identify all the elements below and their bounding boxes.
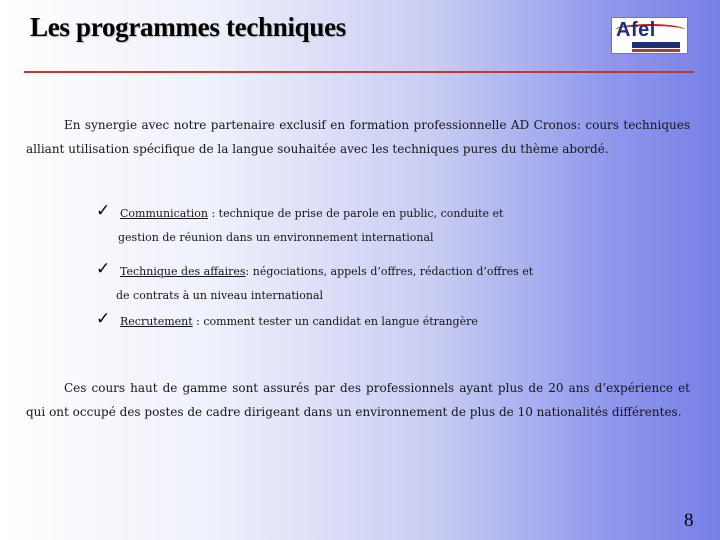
- title-divider: [24, 71, 694, 73]
- bullet-recrutement: [96, 310, 478, 334]
- logo-text: Afel: [616, 19, 656, 41]
- bullet-label: Technique des affaires: [120, 265, 246, 278]
- afel-logo: [611, 17, 688, 54]
- intro-paragraph: En synergie avec notre partenaire exclusif en formation professionnelle AD Cronos: cours techniques alliant utilisation spécifique de la langue souhaitée avec les techniques pures du thème abordé.: [26, 118, 690, 156]
- bullet-continuation: de contrats à un niveau international: [116, 289, 324, 302]
- checkmark-icon: ✓: [96, 259, 111, 279]
- bullet-communication: [96, 202, 503, 250]
- bullet-technique-affaires: [96, 260, 533, 308]
- bullet-continuation: gestion de réunion dans un environnement international: [118, 231, 434, 244]
- bullet-text: : comment tester un candidat en langue étrangère: [192, 315, 478, 328]
- bullet-label: Communication: [120, 207, 208, 220]
- bullet-text: : technique de prise de parole en public, conduite et: [207, 207, 504, 220]
- checkmark-icon: ✓: [96, 309, 111, 329]
- logo-band-accent-icon: [632, 49, 680, 52]
- page-title: Les programmes techniques: [30, 12, 346, 42]
- bullet-label: Recrutement: [120, 315, 193, 328]
- bullet-text: : négociations, appels d’offres, rédaction d’offres et: [245, 265, 534, 278]
- logo-band-icon: [632, 42, 680, 48]
- page-number: 8: [684, 510, 694, 531]
- checkmark-icon: ✓: [96, 201, 111, 221]
- closing-paragraph: Ces cours haut de gamme sont assurés par des professionnels ayant plus de 20 ans d’expérience et qui ont occupé des postes de cadre dirigeant dans un environnement de plus de 10 nationalités différentes.: [26, 381, 690, 419]
